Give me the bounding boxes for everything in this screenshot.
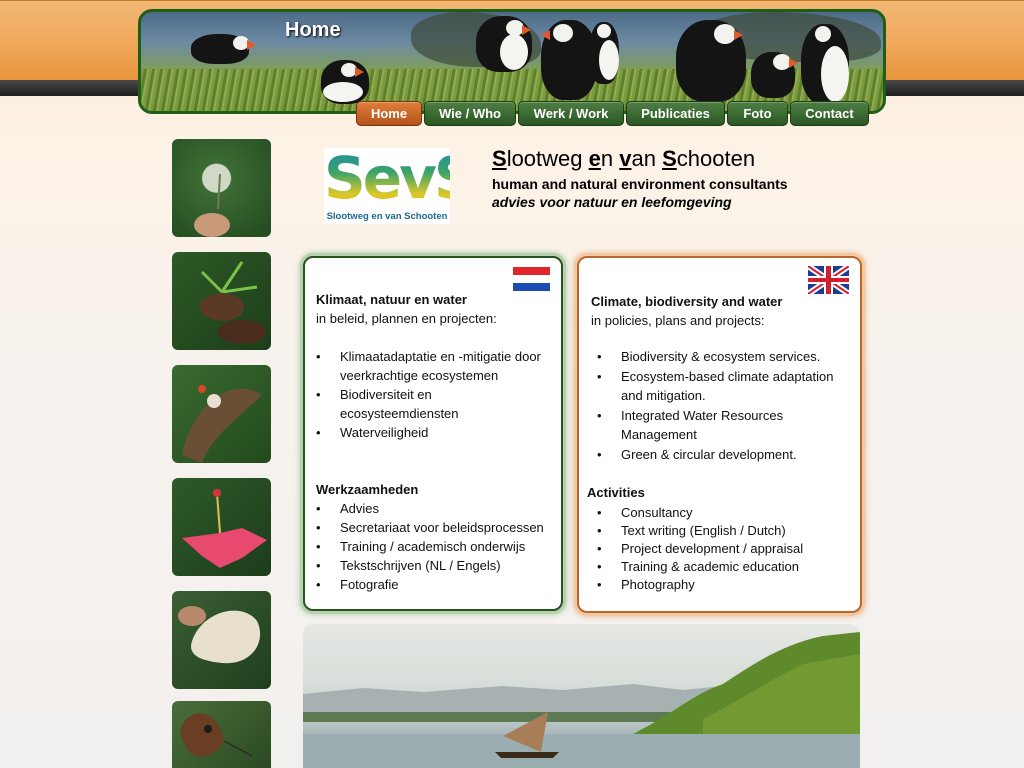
list-item: • Biodiversity & ecosystem services. (621, 347, 851, 366)
list-item: • Fotografie (340, 575, 551, 594)
nav-home-button[interactable]: Home (356, 101, 422, 126)
list-item: • Biodiversiteit en ecosysteemdiensten (340, 385, 551, 423)
nav-publications-button[interactable]: Publicaties (626, 101, 725, 126)
panel-intro: in beleid, plannen en projecten: (316, 311, 497, 326)
nav-photo-button[interactable]: Foto (727, 101, 788, 126)
list-item: • Text writing (English / Dutch) (621, 522, 847, 540)
list-item: • Training & academic education (621, 558, 847, 576)
list-item: • Integrated Water Resources Management (621, 406, 851, 444)
list-item: • Secretariaat voor beleidsprocessen (340, 518, 551, 537)
company-name: Slootweg en van Schooten (492, 146, 756, 171)
dandelion-icon (172, 139, 271, 237)
nav-work-button[interactable]: Werk / Work (518, 101, 624, 126)
butterfly-icon (172, 701, 271, 768)
panel-heading: Climate, biodiversity and water (591, 294, 783, 309)
shell-icon (172, 591, 271, 689)
thumbnail-butterfly[interactable] (172, 701, 271, 768)
uk-flag-icon[interactable] (808, 266, 849, 294)
panel-intro: in policies, plans and projects: (591, 313, 765, 328)
list-item: • Consultancy (621, 504, 847, 522)
list-item: • Photography (621, 576, 847, 594)
list-item: • Waterveiligheid (340, 423, 551, 442)
company-logo: SevS Slootweg en van Schooten (324, 144, 473, 222)
tagline-english: human and natural environment consultants (492, 176, 788, 192)
activities-heading: Werkzaamheden (316, 482, 419, 497)
seedling-icon (172, 252, 271, 350)
thumbnail-chameleon[interactable] (172, 365, 271, 463)
lake-photo (303, 624, 860, 768)
panel-dutch (303, 256, 563, 611)
header-banner (138, 9, 886, 114)
panel-english (577, 256, 862, 613)
tagline-dutch: advies voor natuur en leefomgeving (492, 194, 732, 210)
nav-who-button[interactable]: Wie / Who (424, 101, 516, 126)
activities-heading: Activities (587, 485, 645, 500)
list-item: • Advies (340, 499, 551, 518)
thumbnail-hibiscus[interactable] (172, 478, 271, 576)
list-item: • Project development / appraisal (621, 540, 847, 558)
hibiscus-flower-icon (172, 478, 271, 576)
page-title: Home (285, 19, 341, 41)
thumbnail-shell[interactable] (172, 591, 271, 689)
list-item: • Green & circular development. (621, 445, 851, 464)
landscape-illustration (303, 624, 860, 768)
thumbnail-seedling[interactable] (172, 252, 271, 350)
dutch-flag-icon[interactable] (513, 267, 550, 291)
thumbnail-dandelion[interactable] (172, 139, 271, 237)
list-item: • Klimaatadaptatie en -mitigatie door veerkrachtige ecosystemen (340, 347, 551, 385)
company-heading (492, 146, 788, 210)
panel-heading: Klimaat, natuur en water (316, 292, 467, 307)
list-item: • Training / academisch onderwijs (340, 537, 551, 556)
chameleon-icon (172, 365, 271, 463)
nav-contact-button[interactable]: Contact (790, 101, 869, 126)
list-item: • Ecosystem-based climate adaptation and mitigation. (621, 367, 851, 405)
list-item: • Tekstschrijven (NL / Engels) (340, 556, 551, 575)
